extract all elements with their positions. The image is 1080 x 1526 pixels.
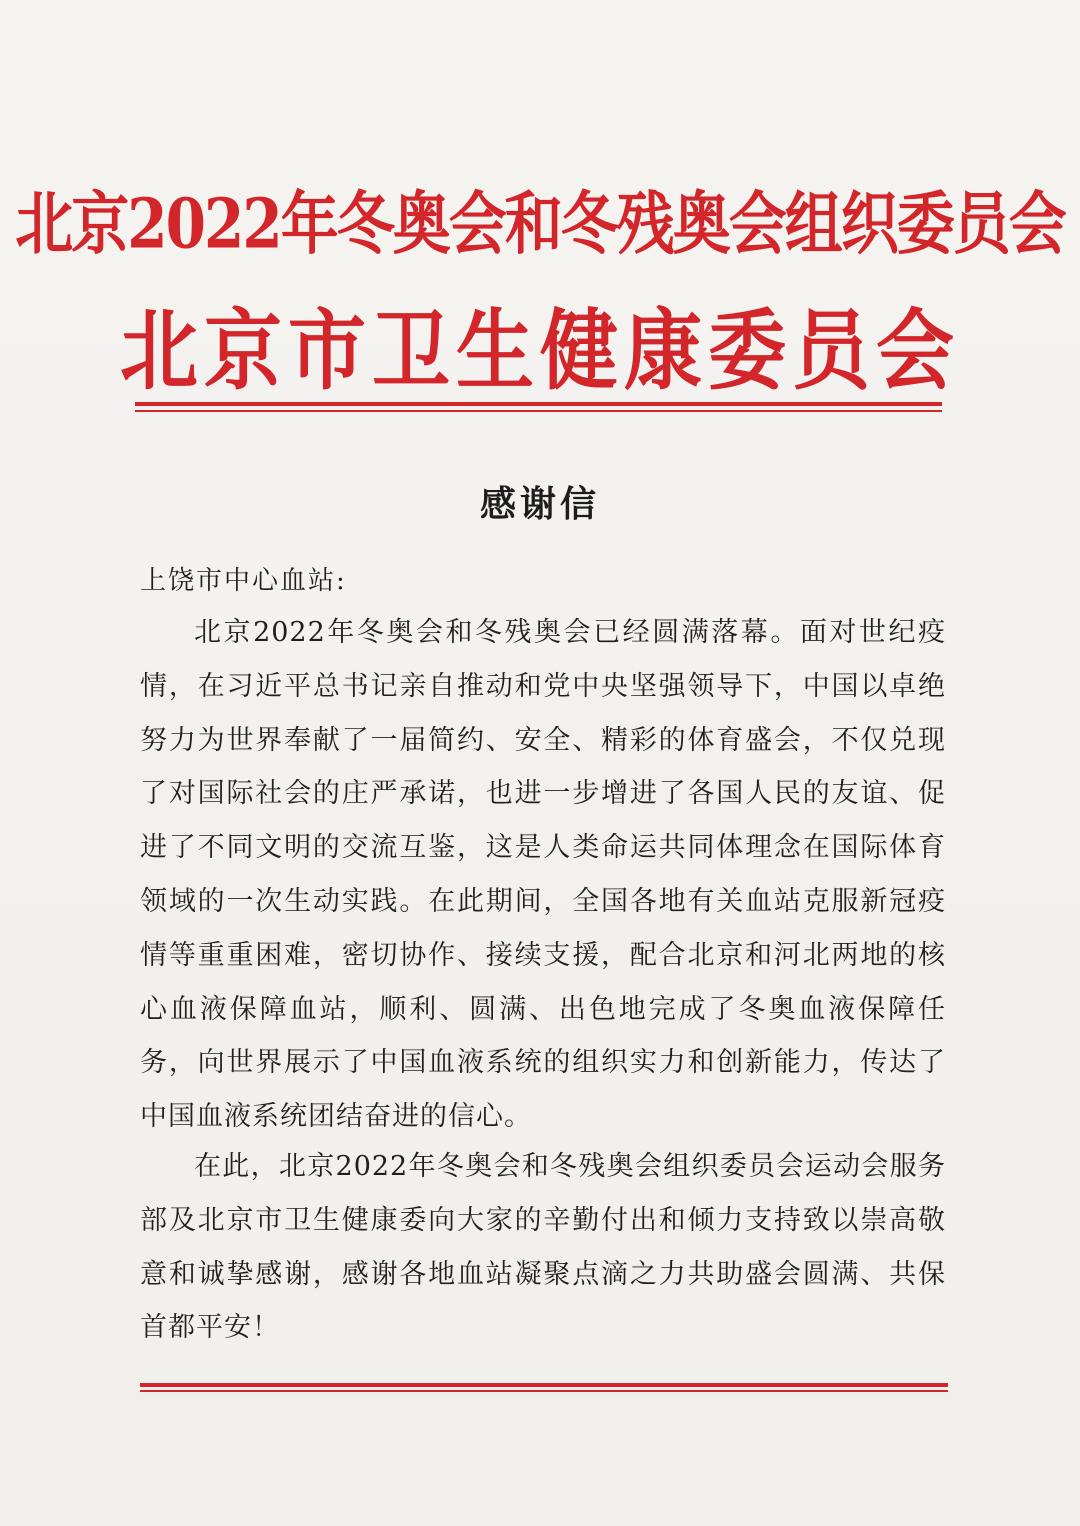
letterhead-rule-thick — [135, 402, 942, 406]
letterhead-rule-thin — [135, 410, 942, 412]
letter-title: 感谢信 — [479, 483, 600, 525]
footer-rule-thick — [140, 1383, 948, 1387]
letter-salutation: 上饶市中心血站: — [140, 566, 347, 596]
letterhead-organization-2: 北京市卫生健康委员会 — [119, 300, 960, 403]
letter-paragraph-1: 北京2022年冬奥会和冬残奥会已经圆满落幕。面对世纪疫情，在习近平总书记亲自推动和党中央坚强领导下，中国以卓绝努力为世界奉献了一届简约、安全、精彩的体育盛会，不仅兑现了对国际社会的庄严承诺，也进一步增进了各国人民的友谊、促进了不同文明的交流互鉴，这是人类命运共同体理念在国际体育领域的一次生动实践。在此期间，全国各地有关血站克服新冠疫情等重重困难，密切协作、接续支援，配合北京和河北两地的核心血液保障血站，顺利、圆满、出色地完成了冬奥血液保障任务，向世界展示了中国血液系统的组织实力和创新能力，传达了中国血液系统团结奋进的信心。 — [140, 617, 946, 1133]
footer-rule-thin — [140, 1390, 948, 1392]
letterhead-organization-1: 北京2022年冬奥会和冬残奥会组织委员会 — [15, 183, 1065, 265]
letter-paragraph-2: 在此，北京2022年冬奥会和冬残奥会组织委员会运动会服务部及北京市卫生健康委向大家的辛勤付出和倾力支持致以崇高敬意和诚挚感谢，感谢各地血站凝聚点滴之力共助盛会圆满、共保首都平安！ — [140, 1151, 946, 1344]
